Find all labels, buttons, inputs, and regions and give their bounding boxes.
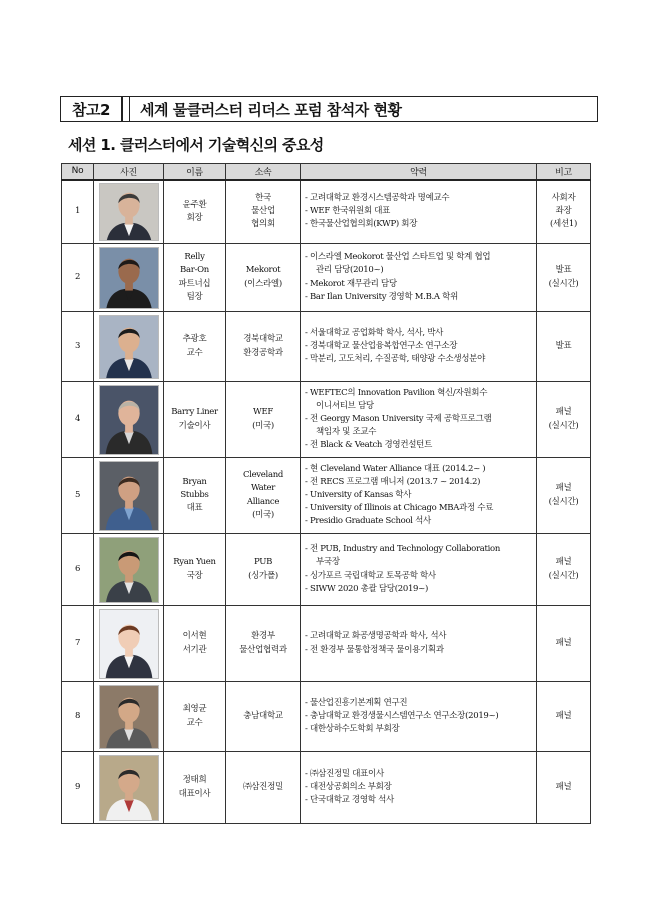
participant-name-line: 대표 (186, 503, 203, 514)
participant-affiliation-line: (미국) (252, 420, 274, 431)
career-line: - 대한상하수도학회 부회장 (305, 724, 400, 735)
participant-name-line: 회장 (186, 212, 203, 223)
participant-name (164, 180, 226, 244)
session-title: 세션 1. 클러스터에서 기술혁신의 중요성 (68, 136, 324, 154)
portrait-photo (99, 385, 159, 455)
row-number: 7 (62, 606, 94, 682)
row-number: 5 (62, 458, 94, 534)
table-row (62, 458, 591, 534)
table-row (62, 752, 591, 824)
participant-name-line: 팀장 (186, 291, 203, 302)
participant-affiliation (226, 312, 301, 382)
career-line: - ㈜삼진정밀 대표이사 (305, 768, 384, 779)
portrait-photo (99, 537, 159, 603)
portrait-photo (99, 315, 159, 379)
role-note (537, 606, 591, 682)
role-note-line: 패널 (555, 710, 572, 721)
role-note (537, 682, 591, 752)
career-line: - 물산업진흥기본계획 연구진 (305, 697, 408, 708)
participant-name-line: Relly (184, 252, 205, 263)
participant-name-line: 정태희 (182, 775, 207, 786)
career-line: - 단국대학교 경영학 석사 (305, 795, 394, 806)
participant-affiliation-line: (싱가폴) (248, 570, 278, 581)
role-note-line: 발표 (555, 340, 572, 351)
participant-name-line: 최영균 (182, 704, 207, 715)
participant-affiliation-line: 환경부 (251, 631, 275, 642)
participant-affiliation (226, 606, 301, 682)
portrait-photo (99, 755, 159, 821)
participant-name (164, 682, 226, 752)
row-number: 3 (62, 312, 94, 382)
table-row (62, 382, 591, 458)
portrait-photo (99, 609, 159, 679)
role-note (537, 752, 591, 824)
career-line: - 전 Black & Veatch 경영컨설턴트 (305, 440, 432, 451)
career-line: 책임자 및 조교수 (316, 427, 377, 438)
column-header-name: 이름 (164, 164, 226, 180)
participant-affiliation-line: Water (250, 483, 276, 494)
participant-affiliation-line: Mekorot (245, 265, 281, 276)
participant-name (164, 752, 226, 824)
role-note (537, 382, 591, 458)
participant-name-line: 국장 (186, 570, 203, 581)
career-line: - 고려대학교 환경시스템공학과 명예교수 (305, 192, 450, 203)
participant-name-line: 대표이사 (178, 788, 211, 799)
photo-cell (94, 382, 164, 458)
career-line: - 고려대학교 화공생명공학과 학사, 석사 (305, 631, 447, 642)
table-row (62, 534, 591, 606)
career-line: - 서울대학교 공업화학 학사, 석사, 박사 (305, 327, 444, 338)
career-line: - 전 Georgy Mason University 국제 공학프로그램 (305, 413, 492, 424)
career-summary (301, 312, 537, 382)
role-note-line: (세션1) (550, 219, 577, 230)
participant-affiliation-line: WEF (253, 407, 273, 418)
table-header-row (62, 164, 591, 180)
participant-affiliation-line: 물산업 (251, 206, 275, 217)
career-summary (301, 534, 537, 606)
career-summary (301, 382, 537, 458)
career-line: - WEFTEC의 Innovation Pavilion 혁신/자원회수 (305, 387, 488, 398)
column-header-photo: 사진 (94, 164, 164, 180)
participant-name (164, 606, 226, 682)
table-row (62, 312, 591, 382)
row-number: 1 (62, 180, 94, 244)
role-note-line: (실시간) (548, 420, 579, 431)
participant-name (164, 534, 226, 606)
participant-name-line: Bar-On (180, 265, 209, 276)
participant-affiliation-line: (이스라엘) (244, 278, 282, 289)
career-summary (301, 244, 537, 312)
portrait-photo (99, 183, 159, 241)
reference-tag: 참고2 (61, 97, 123, 121)
row-number: 8 (62, 682, 94, 752)
participant-name (164, 458, 226, 534)
career-line: - Bar Ilan University 경영학 M.B.A 학위 (305, 291, 458, 302)
role-note-line: 발표 (555, 265, 572, 276)
participant-affiliation (226, 244, 301, 312)
role-note-line: 패널 (555, 483, 572, 494)
career-summary (301, 682, 537, 752)
role-note-line: 좌장 (555, 206, 572, 217)
career-line: 관리 담당(2010~) (316, 265, 384, 276)
portrait-photo (99, 247, 159, 309)
row-number: 9 (62, 752, 94, 824)
participant-name-line: 추광호 (182, 334, 207, 345)
participant-name (164, 382, 226, 458)
role-note-line: 패널 (555, 637, 572, 648)
career-line: 이니셔티브 담당 (316, 400, 374, 411)
career-line: - 대전상공회의소 부회장 (305, 781, 392, 792)
row-number: 4 (62, 382, 94, 458)
role-note-line: (실시간) (548, 278, 579, 289)
career-line: 부국장 (316, 557, 340, 568)
career-line: - Mekorot 재무관리 담당 (305, 278, 397, 289)
participant-affiliation-line: 환경공학과 (243, 347, 283, 358)
participant-name-line: 교수 (186, 717, 203, 728)
career-line: - 경북대학교 물산업융복합연구소 연구소장 (305, 340, 458, 351)
column-header-note: 비고 (537, 164, 591, 180)
photo-cell (94, 244, 164, 312)
career-line: - University of Kansas 학사 (305, 489, 412, 500)
participant-name (164, 312, 226, 382)
table-row (62, 606, 591, 682)
career-summary (301, 606, 537, 682)
participant-affiliation-line: PUB (253, 557, 273, 568)
career-line: - University of Illinois at Chicago MBA과정 수료 (305, 503, 494, 514)
photo-cell (94, 682, 164, 752)
career-line: - 현 Cleveland Water Alliance 대표 (2014.2~ ) (305, 463, 486, 474)
participant-name-line: 교수 (186, 347, 203, 358)
career-line: - SIWW 2020 총괄 담당(2019~) (305, 583, 428, 594)
role-note-line: 사회자 (551, 192, 576, 203)
participant-name-line: Barry Liner (171, 407, 218, 418)
photo-cell (94, 534, 164, 606)
portrait-photo (99, 685, 159, 749)
role-note-line: 패널 (555, 557, 572, 568)
participant-name-line: Ryan Yuen (173, 557, 216, 568)
career-line: - 전 PUB, Industry and Technology Collaboration (305, 544, 501, 555)
role-note (537, 180, 591, 244)
header-divider (123, 97, 130, 121)
participant-affiliation (226, 458, 301, 534)
role-note-line: 패널 (555, 407, 572, 418)
career-summary (301, 458, 537, 534)
career-line: - 이스라엘 Meokorot 물산업 스타트업 및 학계 협업 (305, 252, 491, 263)
career-line: - 한국물산업협의회(KWP) 회장 (305, 219, 418, 230)
participant-affiliation-line: 경북대학교 (243, 334, 283, 345)
photo-cell (94, 458, 164, 534)
participant-name (164, 244, 226, 312)
career-line: - 충남대학교 환경생물시스템연구소 연구소장(2019~) (305, 710, 499, 721)
participant-affiliation-line: ㈜삼진정밀 (243, 781, 283, 792)
participant-affiliation-line: 협의회 (251, 219, 275, 230)
career-summary (301, 180, 537, 244)
participant-name-line: Stubbs (180, 489, 209, 500)
column-header-org: 소속 (226, 164, 301, 180)
photo-cell (94, 606, 164, 682)
participant-name-line: 기술이사 (178, 420, 211, 431)
participant-affiliation-line: (미국) (252, 509, 274, 520)
photo-cell (94, 752, 164, 824)
role-note (537, 458, 591, 534)
row-number: 6 (62, 534, 94, 606)
role-note (537, 534, 591, 606)
participant-affiliation-line: Cleveland (242, 470, 284, 481)
table-row (62, 180, 591, 244)
participant-affiliation-line: Alliance (246, 496, 280, 507)
table-row (62, 682, 591, 752)
participant-name-line: 파트너십 (178, 278, 211, 289)
participant-affiliation-line: 충남대학교 (243, 710, 283, 721)
document-title: 세계 물클러스터 리더스 포럼 참석자 현황 (140, 100, 402, 119)
career-line: - Presidio Graduate School 석사 (305, 516, 431, 527)
participant-affiliation (226, 534, 301, 606)
participant-affiliation (226, 382, 301, 458)
participant-affiliation (226, 682, 301, 752)
role-note-line: 패널 (555, 781, 572, 792)
role-note-line: (실시간) (548, 570, 579, 581)
role-note-line: (실시간) (548, 496, 579, 507)
column-header-career: 약력 (301, 164, 537, 180)
career-line: - 전 환경부 물통합정책국 물이용기획과 (305, 644, 444, 655)
role-note (537, 312, 591, 382)
row-number: 2 (62, 244, 94, 312)
table-row (62, 244, 591, 312)
participant-affiliation-line: 한국 (255, 192, 271, 203)
photo-cell (94, 180, 164, 244)
participant-affiliation (226, 752, 301, 824)
participant-name-line: 윤주환 (182, 199, 207, 210)
career-line: - 막분리, 고도처리, 수질공학, 태양광 수소생성분야 (305, 354, 486, 365)
career-line: - 싱가포르 국립대학교 토목공학 학사 (305, 570, 436, 581)
career-line: - WEF 한국위원회 대표 (305, 206, 391, 217)
column-header-no: No (62, 164, 94, 180)
participant-affiliation (226, 180, 301, 244)
career-summary (301, 752, 537, 824)
career-line: - 전 RECS 프로그램 매니저 (2013.7 ~ 2014.2) (305, 476, 481, 487)
portrait-photo (99, 461, 159, 531)
participant-name-line: Bryan (182, 476, 207, 487)
participants-table (61, 163, 591, 824)
role-note (537, 244, 591, 312)
participant-affiliation-line: 물산업협력과 (239, 644, 287, 655)
photo-cell (94, 312, 164, 382)
participant-name-line: 이서현 (182, 631, 207, 642)
participant-name-line: 서기관 (182, 644, 207, 655)
reference-header (60, 96, 598, 122)
